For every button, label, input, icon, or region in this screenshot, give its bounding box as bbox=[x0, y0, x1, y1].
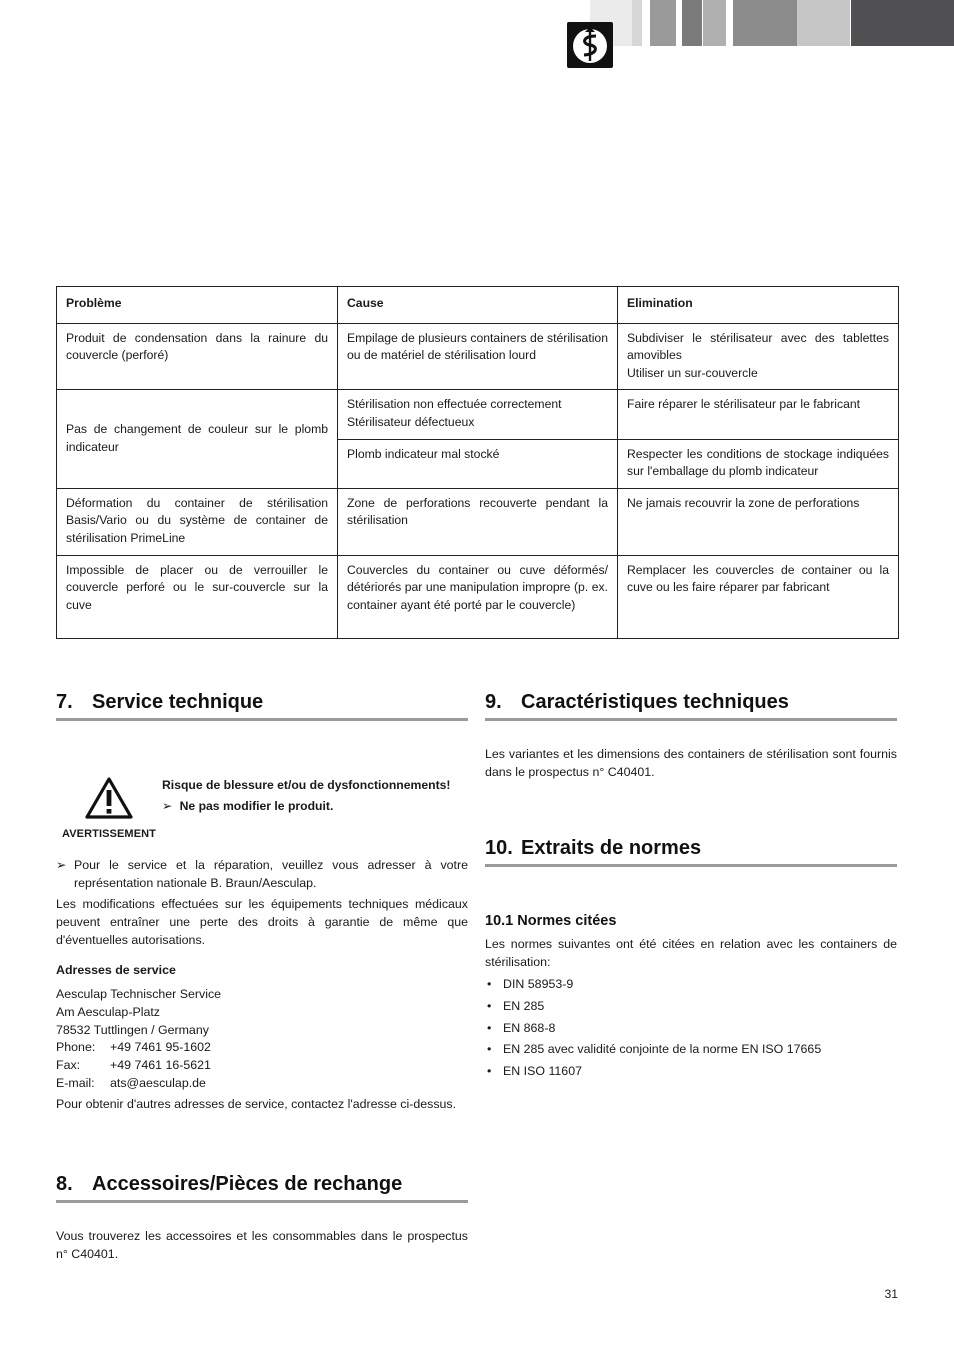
header-bar-segment bbox=[851, 0, 954, 46]
norm-text: DIN 58953-9 bbox=[503, 976, 574, 991]
table-header-row bbox=[57, 287, 899, 324]
cause-cell: Couvercles du container ou cuve déformés/ détériorés par une manipulation impropre (p. ex. container ayant été porté par le couvercle) bbox=[338, 555, 618, 638]
elimination-line: Utiliser un sur-couvercle bbox=[627, 365, 758, 380]
list-item bbox=[485, 1063, 897, 1081]
warning-label: AVERTISSEMENT bbox=[62, 827, 156, 840]
header-bar-segment bbox=[797, 0, 850, 46]
elimination-line: Subdiviser le stérilisateur avec des tablettes amovibles bbox=[627, 330, 889, 363]
problem-cell: Produit de condensation dans la rainure du couvercle (perforé) bbox=[57, 323, 338, 390]
list-item bbox=[485, 976, 897, 994]
section-heading bbox=[56, 689, 468, 721]
service-address bbox=[56, 986, 468, 1093]
elimination-cell: Remplacer les couvercles de container ou la cuve ou les faire réparer par fabricant bbox=[618, 555, 899, 638]
accessories-paragraph: Vous trouverez les accessoires et les consommables dans le prospectus n° C40401. bbox=[56, 1229, 468, 1261]
section-heading bbox=[56, 1171, 468, 1203]
phone-value: +49 7461 95-1602 bbox=[110, 1040, 211, 1055]
problem-cell: Impossible de placer ou de verrouiller le couvercle perforé ou le sur-couvercle sur la cuve bbox=[57, 555, 338, 638]
bullet-icon: • bbox=[487, 998, 492, 1013]
section-service-technique bbox=[56, 689, 468, 1114]
section-normes bbox=[485, 835, 897, 1085]
elimination-cell: Faire réparer le stérilisateur par le fabricant bbox=[618, 390, 899, 439]
contact-note: Pour obtenir d'autres adresses de service, contactez l'adresse ci-dessus. bbox=[56, 1096, 457, 1111]
table-row bbox=[57, 488, 899, 555]
warranty-paragraph: Les modifications effectuées sur les équipements techniques médicaux peuvent entraîner une perte des droits à garantie de même que d'éventuelles autorisations. bbox=[56, 896, 468, 947]
cause-line: Stérilisateur défectueux bbox=[347, 414, 475, 429]
warning-action: Ne pas modifier le produit. bbox=[179, 798, 334, 813]
list-item bbox=[485, 998, 897, 1016]
section-title: Extraits de normes bbox=[521, 837, 702, 859]
header-bar-segment bbox=[733, 0, 797, 46]
fax-value: +49 7461 16-5621 bbox=[110, 1058, 211, 1073]
email-label: E-mail: bbox=[56, 1075, 95, 1090]
header-bar-segment bbox=[632, 0, 642, 46]
elimination-cell: Ne jamais recouvrir la zone de perforations bbox=[618, 488, 899, 555]
arrow-icon: ➢ bbox=[56, 858, 67, 872]
warning-triangle-icon bbox=[85, 777, 133, 819]
instruction-item bbox=[56, 857, 468, 893]
bullet-icon: • bbox=[487, 976, 492, 991]
troubleshooting-table bbox=[56, 286, 899, 639]
phone-label: Phone: bbox=[56, 1040, 96, 1055]
warning-icon-wrap bbox=[56, 777, 162, 843]
table-row bbox=[57, 555, 899, 638]
problem-cell: Déformation du container de stérilisation Basis/Vario ou du système de container de stérilisation PrimeLine bbox=[57, 488, 338, 555]
section-caracteristiques bbox=[485, 689, 897, 782]
list-item bbox=[485, 1041, 897, 1059]
address-line: Aesculap Technischer Service bbox=[56, 986, 222, 1001]
section-heading bbox=[485, 835, 897, 867]
table-row bbox=[57, 323, 899, 390]
norms-list bbox=[485, 976, 897, 1081]
phone-row bbox=[56, 1039, 468, 1057]
addresses-heading: Adresses de service bbox=[56, 962, 176, 977]
column-header-problem: Problème bbox=[57, 287, 338, 324]
list-item bbox=[485, 1020, 897, 1038]
column-header-elimination: Elimination bbox=[618, 287, 899, 324]
header-bar-segment bbox=[650, 0, 676, 46]
warning-title: Risque de blessure et/ou de dysfonctionnements! bbox=[162, 778, 451, 792]
section-number: 10. bbox=[485, 837, 513, 859]
section-number: 8. bbox=[56, 1173, 73, 1195]
column-header-cause: Cause bbox=[338, 287, 618, 324]
bullet-icon: • bbox=[487, 1042, 492, 1057]
norm-text: EN ISO 11607 bbox=[503, 1064, 582, 1079]
fax-label: Fax: bbox=[56, 1058, 81, 1073]
norm-text: EN 285 avec validité conjointe de la norme EN ISO 17665 bbox=[503, 1042, 822, 1057]
elimination-cell: Respecter les conditions de stockage indiquées sur l'emballage du plomb indicateur bbox=[618, 439, 899, 488]
norm-text: EN 285 bbox=[503, 998, 545, 1013]
problem-cell: Pas de changement de couleur sur le plomb indicateur bbox=[57, 390, 338, 488]
instruction-text: Pour le service et la réparation, veuillez vous adresser à votre représentation nationale B. Braun/Aesculap. bbox=[74, 858, 468, 890]
email-row bbox=[56, 1075, 468, 1093]
address-line: Am Aesculap-Platz bbox=[56, 1004, 160, 1019]
cause-line: Stérilisation non effectuée correctement bbox=[347, 397, 562, 412]
page-number: 31 bbox=[884, 1287, 898, 1301]
subsection-title: 10.1 Normes citées bbox=[485, 913, 617, 929]
section-title: Caractéristiques techniques bbox=[521, 691, 789, 713]
bullet-icon: • bbox=[487, 1020, 492, 1035]
section-heading bbox=[485, 689, 897, 721]
cause-cell: Empilage de plusieurs containers de stérilisation ou de matériel de stérilisation lourd bbox=[338, 323, 618, 390]
warning-action-row bbox=[162, 798, 451, 816]
specs-paragraph: Les variantes et les dimensions des containers de stérilisation sont fournis dans le prospectus n° C40401. bbox=[485, 747, 897, 779]
cause-cell: Zone de perforations recouverte pendant la stérilisation bbox=[338, 488, 618, 555]
cause-cell bbox=[338, 390, 618, 439]
header-bar-segment bbox=[682, 0, 702, 46]
arrow-icon: ➢ bbox=[162, 798, 173, 813]
bullet-icon: • bbox=[487, 1064, 492, 1079]
warning-text bbox=[162, 777, 451, 815]
section-title: Service technique bbox=[92, 691, 264, 713]
table-row bbox=[57, 390, 899, 439]
aesculap-staff-icon bbox=[567, 22, 613, 68]
norm-text: EN 868-8 bbox=[503, 1020, 556, 1035]
cause-cell: Plomb indicateur mal stocké bbox=[338, 439, 618, 488]
section-accessoires bbox=[56, 1171, 468, 1264]
section-number: 7. bbox=[56, 691, 73, 713]
section-number: 9. bbox=[485, 691, 502, 713]
section-title: Accessoires/Pièces de rechange bbox=[92, 1173, 403, 1195]
address-line: 78532 Tuttlingen / Germany bbox=[56, 1022, 209, 1037]
norms-intro: Les normes suivantes ont été citées en relation avec les containers de stérilisation: bbox=[485, 937, 897, 969]
email-value[interactable]: ats@aesculap.de bbox=[110, 1075, 206, 1090]
warning-block bbox=[56, 777, 468, 847]
fax-row bbox=[56, 1057, 468, 1075]
elimination-cell bbox=[618, 323, 899, 390]
header-bar-segment bbox=[703, 0, 726, 46]
